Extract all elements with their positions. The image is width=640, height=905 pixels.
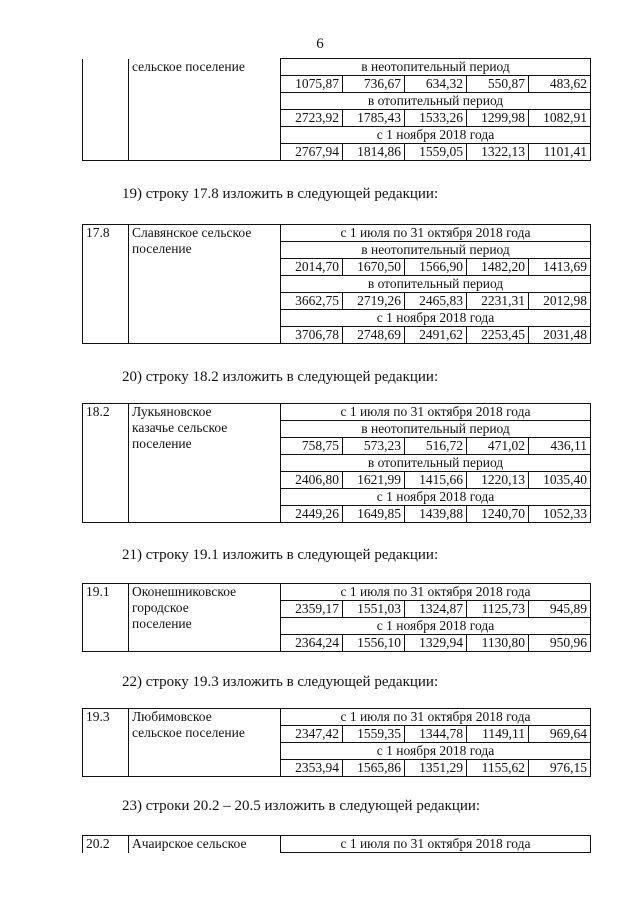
tariff-value: 2353,94 <box>281 760 343 777</box>
tariff-value: 2748,69 <box>343 327 405 344</box>
tariff-value: 2719,26 <box>343 293 405 310</box>
tariff-value: 3662,75 <box>281 293 343 310</box>
tariff-value: 1155,62 <box>467 760 529 777</box>
tariff-value: 2767,94 <box>281 144 343 161</box>
period-label: в отопительный период <box>281 93 591 110</box>
period-label: в неотопительный период <box>281 242 591 259</box>
tariff-table-19-3 <box>82 708 591 777</box>
tariff-value: 1322,13 <box>467 144 529 161</box>
tariff-value: 2231,31 <box>467 293 529 310</box>
tariff-value: 634,32 <box>405 76 467 93</box>
tariff-value: 1324,87 <box>405 601 467 618</box>
tariff-value: 483,62 <box>529 76 591 93</box>
row-code: 19.1 <box>83 584 129 652</box>
tariff-value: 1220,13 <box>467 472 529 489</box>
paragraph-23: 23) строки 20.2 – 20.5 изложить в следующей редакции: <box>122 798 481 814</box>
paragraph-20: 20) строку 18.2 изложить в следующей редакции: <box>122 369 439 385</box>
tariff-value: 1566,90 <box>405 259 467 276</box>
tariff-value: 2449,26 <box>281 506 343 523</box>
tariff-value: 1565,86 <box>343 760 405 777</box>
tariff-value: 1149,11 <box>467 726 529 743</box>
tariff-value: 2012,98 <box>529 293 591 310</box>
tariff-table-18-2 <box>82 403 591 523</box>
row-code <box>83 59 129 161</box>
tariff-value: 945,89 <box>529 601 591 618</box>
paragraph-19: 19) строку 17.8 изложить в следующей редакции: <box>122 186 439 202</box>
tariff-value: 2031,48 <box>529 327 591 344</box>
paragraph-21: 21) строку 19.1 изложить в следующей редакции: <box>122 547 439 563</box>
tariff-value: 1075,87 <box>281 76 343 93</box>
date-range-header: с 1 июля по 31 октября 2018 года <box>281 404 591 421</box>
tariff-value: 736,67 <box>343 76 405 93</box>
tariff-table-20-2 <box>82 835 591 853</box>
row-code: 20.2 <box>83 836 129 853</box>
tariff-value: 950,96 <box>529 635 591 652</box>
date-range-header: с 1 июля по 31 октября 2018 года <box>281 836 591 853</box>
settlement-name: сельское поселение <box>129 59 281 161</box>
period-label: в отопительный период <box>281 455 591 472</box>
row-code: 17.8 <box>83 225 129 344</box>
tariff-value: 1035,40 <box>529 472 591 489</box>
tariff-value: 436,11 <box>529 438 591 455</box>
tariff-value: 1130,80 <box>467 635 529 652</box>
tariff-value: 2491,62 <box>405 327 467 344</box>
tariff-table-19-1 <box>82 583 591 652</box>
tariff-value: 2014,70 <box>281 259 343 276</box>
date-range-header: с 1 июля по 31 октября 2018 года <box>281 709 591 726</box>
period-label: с 1 ноября 2018 года <box>281 618 591 635</box>
tariff-value: 1649,85 <box>343 506 405 523</box>
tariff-value: 1621,99 <box>343 472 405 489</box>
tariff-table-continued <box>82 58 591 161</box>
tariff-value: 1556,10 <box>343 635 405 652</box>
settlement-name: Любимовское сельское поселение <box>129 709 281 777</box>
tariff-value: 1670,50 <box>343 259 405 276</box>
tariff-value: 1351,29 <box>405 760 467 777</box>
period-label: в неотопительный период <box>281 59 591 76</box>
tariff-value: 2364,24 <box>281 635 343 652</box>
period-label: в неотопительный период <box>281 421 591 438</box>
tariff-value: 1240,70 <box>467 506 529 523</box>
tariff-value: 471,02 <box>467 438 529 455</box>
date-range-header: с 1 июля по 31 октября 2018 года <box>281 225 591 242</box>
period-label: с 1 ноября 2018 года <box>281 127 591 144</box>
tariff-value: 516,72 <box>405 438 467 455</box>
tariff-table-17-8 <box>82 224 591 344</box>
tariff-value: 1052,33 <box>529 506 591 523</box>
tariff-value: 2723,92 <box>281 110 343 127</box>
tariff-value: 2347,42 <box>281 726 343 743</box>
tariff-value: 1413,69 <box>529 259 591 276</box>
tariff-value: 2465,83 <box>405 293 467 310</box>
tariff-value: 1482,20 <box>467 259 529 276</box>
tariff-value: 1551,03 <box>343 601 405 618</box>
page-number: 6 <box>316 36 324 52</box>
settlement-name: Ачаирское сельское <box>129 836 281 853</box>
tariff-value: 1785,43 <box>343 110 405 127</box>
settlement-name: Лукьяновское казачье сельское поселение <box>129 404 281 523</box>
tariff-value: 2253,45 <box>467 327 529 344</box>
tariff-value: 1559,05 <box>405 144 467 161</box>
period-label: с 1 ноября 2018 года <box>281 489 591 506</box>
row-code: 18.2 <box>83 404 129 523</box>
tariff-value: 1415,66 <box>405 472 467 489</box>
tariff-value: 2359,17 <box>281 601 343 618</box>
tariff-value: 1101,41 <box>529 144 591 161</box>
period-label: в отопительный период <box>281 276 591 293</box>
row-code: 19.3 <box>83 709 129 777</box>
tariff-value: 1814,86 <box>343 144 405 161</box>
tariff-value: 550,87 <box>467 76 529 93</box>
tariff-value: 976,15 <box>529 760 591 777</box>
tariff-value: 1082,91 <box>529 110 591 127</box>
tariff-value: 758,75 <box>281 438 343 455</box>
date-range-header: с 1 июля по 31 октября 2018 года <box>281 584 591 601</box>
settlement-name: Оконешниковское городское поселение <box>129 584 281 652</box>
period-label: с 1 ноября 2018 года <box>281 310 591 327</box>
tariff-value: 1344,78 <box>405 726 467 743</box>
tariff-value: 1559,35 <box>343 726 405 743</box>
tariff-value: 573,23 <box>343 438 405 455</box>
tariff-value: 1439,88 <box>405 506 467 523</box>
tariff-value: 3706,78 <box>281 327 343 344</box>
tariff-value: 2406,80 <box>281 472 343 489</box>
tariff-value: 1533,26 <box>405 110 467 127</box>
tariff-value: 1125,73 <box>467 601 529 618</box>
tariff-value: 969,64 <box>529 726 591 743</box>
tariff-value: 1329,94 <box>405 635 467 652</box>
tariff-value: 1299,98 <box>467 110 529 127</box>
paragraph-22: 22) строку 19.3 изложить в следующей редакции: <box>122 674 439 690</box>
period-label: с 1 ноября 2018 года <box>281 743 591 760</box>
settlement-name: Славянское сельское поселение <box>129 225 281 344</box>
